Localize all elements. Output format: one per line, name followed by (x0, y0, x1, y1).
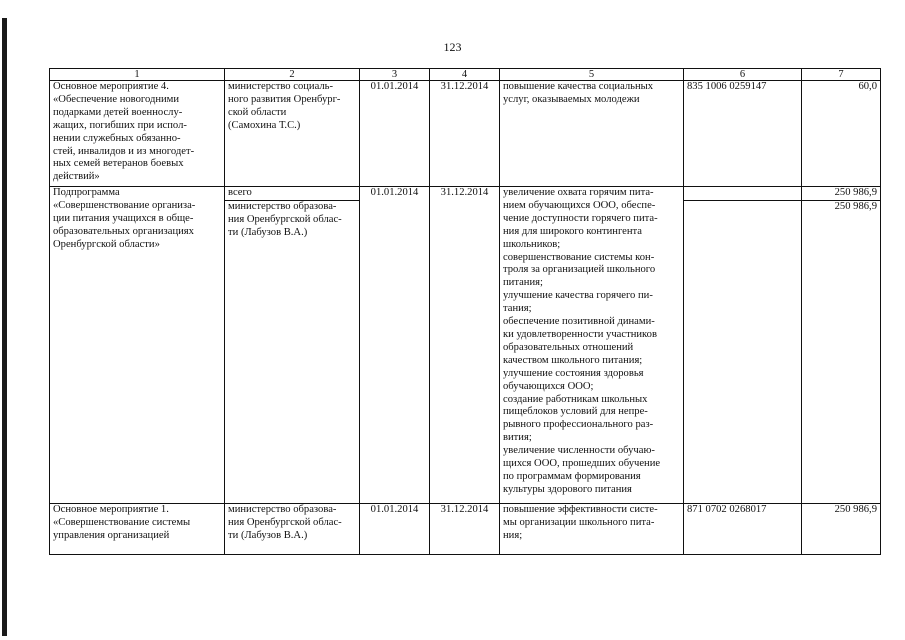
column-header: 3 (360, 69, 430, 81)
budget-code: 871 0702 0268017 (684, 503, 802, 554)
budget-code (684, 200, 802, 503)
budget-code (684, 187, 802, 201)
funding-amount: 60,0 (802, 81, 881, 187)
end-date: 31.12.2014 (430, 187, 500, 504)
activity-name: Основное мероприятие 4. «Обеспечение новогодними подарками детей военнослу- жащих, погибших при испол- нении служебных обязанно- стей, инвалидов и из многодет- ных семей ветеранов боевых действий» (50, 81, 225, 187)
column-header: 2 (225, 69, 360, 81)
column-header: 4 (430, 69, 500, 81)
table-row (50, 187, 881, 201)
responsible-executor: министерство социаль- ного развития Оренбург- ской области (Самохина Т.С.) (225, 81, 360, 187)
responsible-executor: министерство образова- ния Оренбургской облас- ти (Лабузов В.А.) (225, 200, 360, 503)
expected-result: повышение качества социальных услуг, оказываемых молодежи (500, 81, 684, 187)
column-header: 6 (684, 69, 802, 81)
funding-amount: 250 986,9 (802, 200, 881, 503)
start-date: 01.01.2014 (360, 81, 430, 187)
start-date: 01.01.2014 (360, 187, 430, 504)
table-row (50, 503, 881, 554)
column-header: 7 (802, 69, 881, 81)
expected-result: увеличение охвата горячим пита- нием обучающихся ООО, обеспе- чение доступности горячего пита- ния для широкого контингента школьников; совершенствование системы кон- троля за организацией школьного питания; улучшение качества горячего пи- тания; обеспечение позитивной динами- ки удовлетворенности участников образовательных отношений качеством школьного питания; улучшение состояния здоровья обучающихся ООО; создание работникам школьных пищеблоков условий для непре- рывного профессионального раз- вития; увеличение численности обучаю- щихся ООО, прошедших обучение по программам формирования культуры здорового питания (500, 187, 684, 504)
column-number-row (50, 69, 881, 81)
end-date: 31.12.2014 (430, 81, 500, 187)
column-header: 5 (500, 69, 684, 81)
column-header: 1 (50, 69, 225, 81)
program-table (49, 68, 881, 555)
expected-result: повышение эффективности систе- мы организации школьного пита- ния; (500, 503, 684, 554)
responsible-executor: министерство образова- ния Оренбургской облас- ти (Лабузов В.А.) (225, 503, 360, 554)
end-date: 31.12.2014 (430, 503, 500, 554)
funding-amount-total: 250 986,9 (802, 187, 881, 201)
table-row (50, 81, 881, 187)
page-edge-shadow (2, 18, 7, 636)
activity-name: Основное мероприятие 1. «Совершенствование системы управления организацией (50, 503, 225, 554)
start-date: 01.01.2014 (360, 503, 430, 554)
funding-amount: 250 986,9 (802, 503, 881, 554)
page-number: 123 (443, 40, 462, 54)
subprogram-name: Подпрограмма «Совершенствование организа- ции питания учащихся в обще- образовательных организациях Оренбургской области» (50, 187, 225, 504)
responsible-total: всего (225, 187, 360, 201)
budget-code: 835 1006 0259147 (684, 81, 802, 187)
